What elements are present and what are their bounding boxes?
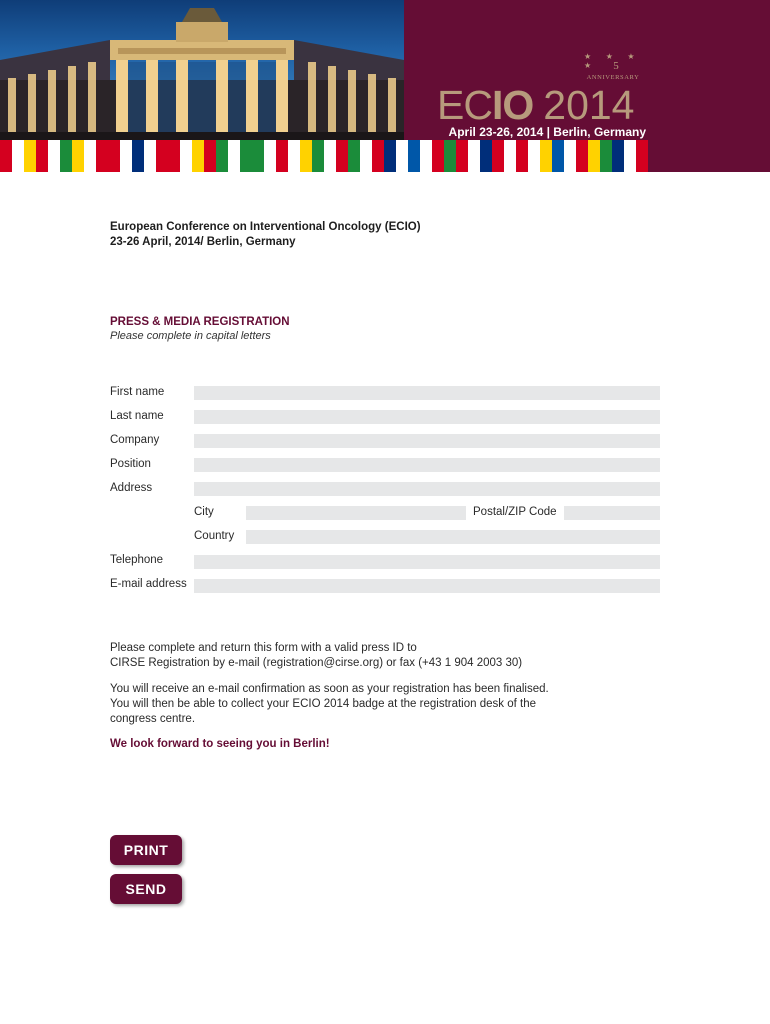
position-field[interactable] xyxy=(194,458,660,472)
return-instructions-line1: Please complete and return this form with a valid press ID to xyxy=(110,642,417,654)
flag-stripe xyxy=(264,140,276,172)
flag-stripe xyxy=(0,140,12,172)
country-label: Country xyxy=(194,530,235,542)
logo-io: IO xyxy=(491,82,534,128)
flag-stripe xyxy=(420,140,432,172)
event-dates-location: April 23-26, 2014 | Berlin, Germany xyxy=(448,125,646,139)
flag-stripe xyxy=(540,140,552,172)
print-button[interactable]: PRINT xyxy=(110,835,182,865)
flag-stripe xyxy=(552,140,564,172)
flag-stripe xyxy=(276,140,288,172)
flag-stripe xyxy=(336,140,348,172)
flag-stripe xyxy=(12,140,24,172)
flag-stripe xyxy=(480,140,492,172)
country-field[interactable] xyxy=(246,530,660,544)
address-field[interactable] xyxy=(194,482,660,496)
flag-stripe xyxy=(312,140,324,172)
flag-stripe xyxy=(636,140,648,172)
email-field[interactable] xyxy=(194,579,660,593)
flag-stripe xyxy=(96,140,108,172)
flag-stripe xyxy=(624,140,636,172)
telephone-label: Telephone xyxy=(110,554,164,566)
city-field[interactable] xyxy=(246,506,466,520)
flag-stripe xyxy=(72,140,84,172)
flag-stripe xyxy=(228,140,240,172)
flag-stripe xyxy=(360,140,372,172)
eu-flag-strip xyxy=(0,140,648,172)
flag-stripe xyxy=(348,140,360,172)
flag-stripe xyxy=(432,140,444,172)
brandenburg-gate-photo xyxy=(0,0,404,140)
flag-stripe xyxy=(456,140,468,172)
form-subtitle: Please complete in capital letters xyxy=(110,330,271,342)
anniversary-stars: ★ ★ ★ ★ xyxy=(584,52,641,70)
flag-stripe xyxy=(60,140,72,172)
flag-stripe xyxy=(516,140,528,172)
company-field[interactable] xyxy=(194,434,660,448)
position-label: Position xyxy=(110,458,151,470)
flag-stripe xyxy=(372,140,384,172)
flag-stripe xyxy=(84,140,96,172)
flag-stripe xyxy=(300,140,312,172)
flag-stripe xyxy=(204,140,216,172)
anniversary-label: ANNIVERSARY xyxy=(586,74,640,81)
flag-stripe xyxy=(156,140,168,172)
first-name-label: First name xyxy=(110,386,165,398)
flag-stripe xyxy=(240,140,252,172)
flag-stripe xyxy=(192,140,204,172)
confirmation-note-line3: congress centre. xyxy=(110,713,196,725)
flag-stripe xyxy=(576,140,588,172)
flag-stripe xyxy=(36,140,48,172)
flag-stripe xyxy=(528,140,540,172)
last-name-label: Last name xyxy=(110,410,164,422)
telephone-field[interactable] xyxy=(194,555,660,569)
flag-stripe xyxy=(288,140,300,172)
confirmation-note-line1: You will receive an e-mail confirmation as soon as your registration has been finalised. xyxy=(110,683,549,695)
header-banner xyxy=(0,0,770,172)
logo-year: 2014 xyxy=(543,82,635,128)
anniversary-number: 5 xyxy=(613,60,619,72)
flag-stripe xyxy=(504,140,516,172)
address-label: Address xyxy=(110,482,153,494)
flag-stripe xyxy=(48,140,60,172)
flag-stripe xyxy=(144,140,156,172)
postal-code-label: Postal/ZIP Code xyxy=(473,506,557,518)
flag-stripe xyxy=(120,140,132,172)
last-name-field[interactable] xyxy=(194,410,660,424)
flag-stripe xyxy=(612,140,624,172)
flag-stripe xyxy=(600,140,612,172)
confirmation-note-line2: You will then be able to collect your ECIO 2014 badge at the registration desk of the xyxy=(110,698,536,710)
postal-code-field[interactable] xyxy=(564,506,660,520)
flag-stripe xyxy=(492,140,504,172)
flag-stripe xyxy=(384,140,396,172)
brandenburg-gate-illustration xyxy=(0,0,404,140)
ecio-logo xyxy=(437,82,634,128)
flag-stripe xyxy=(180,140,192,172)
flag-stripe xyxy=(564,140,576,172)
flag-stripe xyxy=(444,140,456,172)
flag-stripe xyxy=(408,140,420,172)
flag-stripe xyxy=(108,140,120,172)
logo-ec: EC xyxy=(437,82,492,128)
closing-message: We look forward to seeing you in Berlin! xyxy=(110,738,330,750)
conference-title: European Conference on Interventional Oncology (ECIO) xyxy=(110,221,421,233)
city-label: City xyxy=(194,506,214,518)
flag-stripe xyxy=(216,140,228,172)
flag-stripe xyxy=(468,140,480,172)
flag-stripe xyxy=(324,140,336,172)
company-label: Company xyxy=(110,434,160,446)
flag-stripe xyxy=(132,140,144,172)
form-title: PRESS & MEDIA REGISTRATION xyxy=(110,316,290,328)
flag-stripe xyxy=(252,140,264,172)
send-button[interactable]: SEND xyxy=(110,874,182,904)
flag-stripe xyxy=(588,140,600,172)
flag-stripe xyxy=(168,140,180,172)
return-instructions-line2: CIRSE Registration by e-mail (registration@cirse.org) or fax (+43 1 904 2003 30) xyxy=(110,657,523,669)
conference-date: 23-26 April, 2014/ Berlin, Germany xyxy=(110,236,296,248)
email-label: E-mail address xyxy=(110,578,187,590)
flag-stripe xyxy=(396,140,408,172)
flag-stripe xyxy=(24,140,36,172)
first-name-field[interactable] xyxy=(194,386,660,400)
